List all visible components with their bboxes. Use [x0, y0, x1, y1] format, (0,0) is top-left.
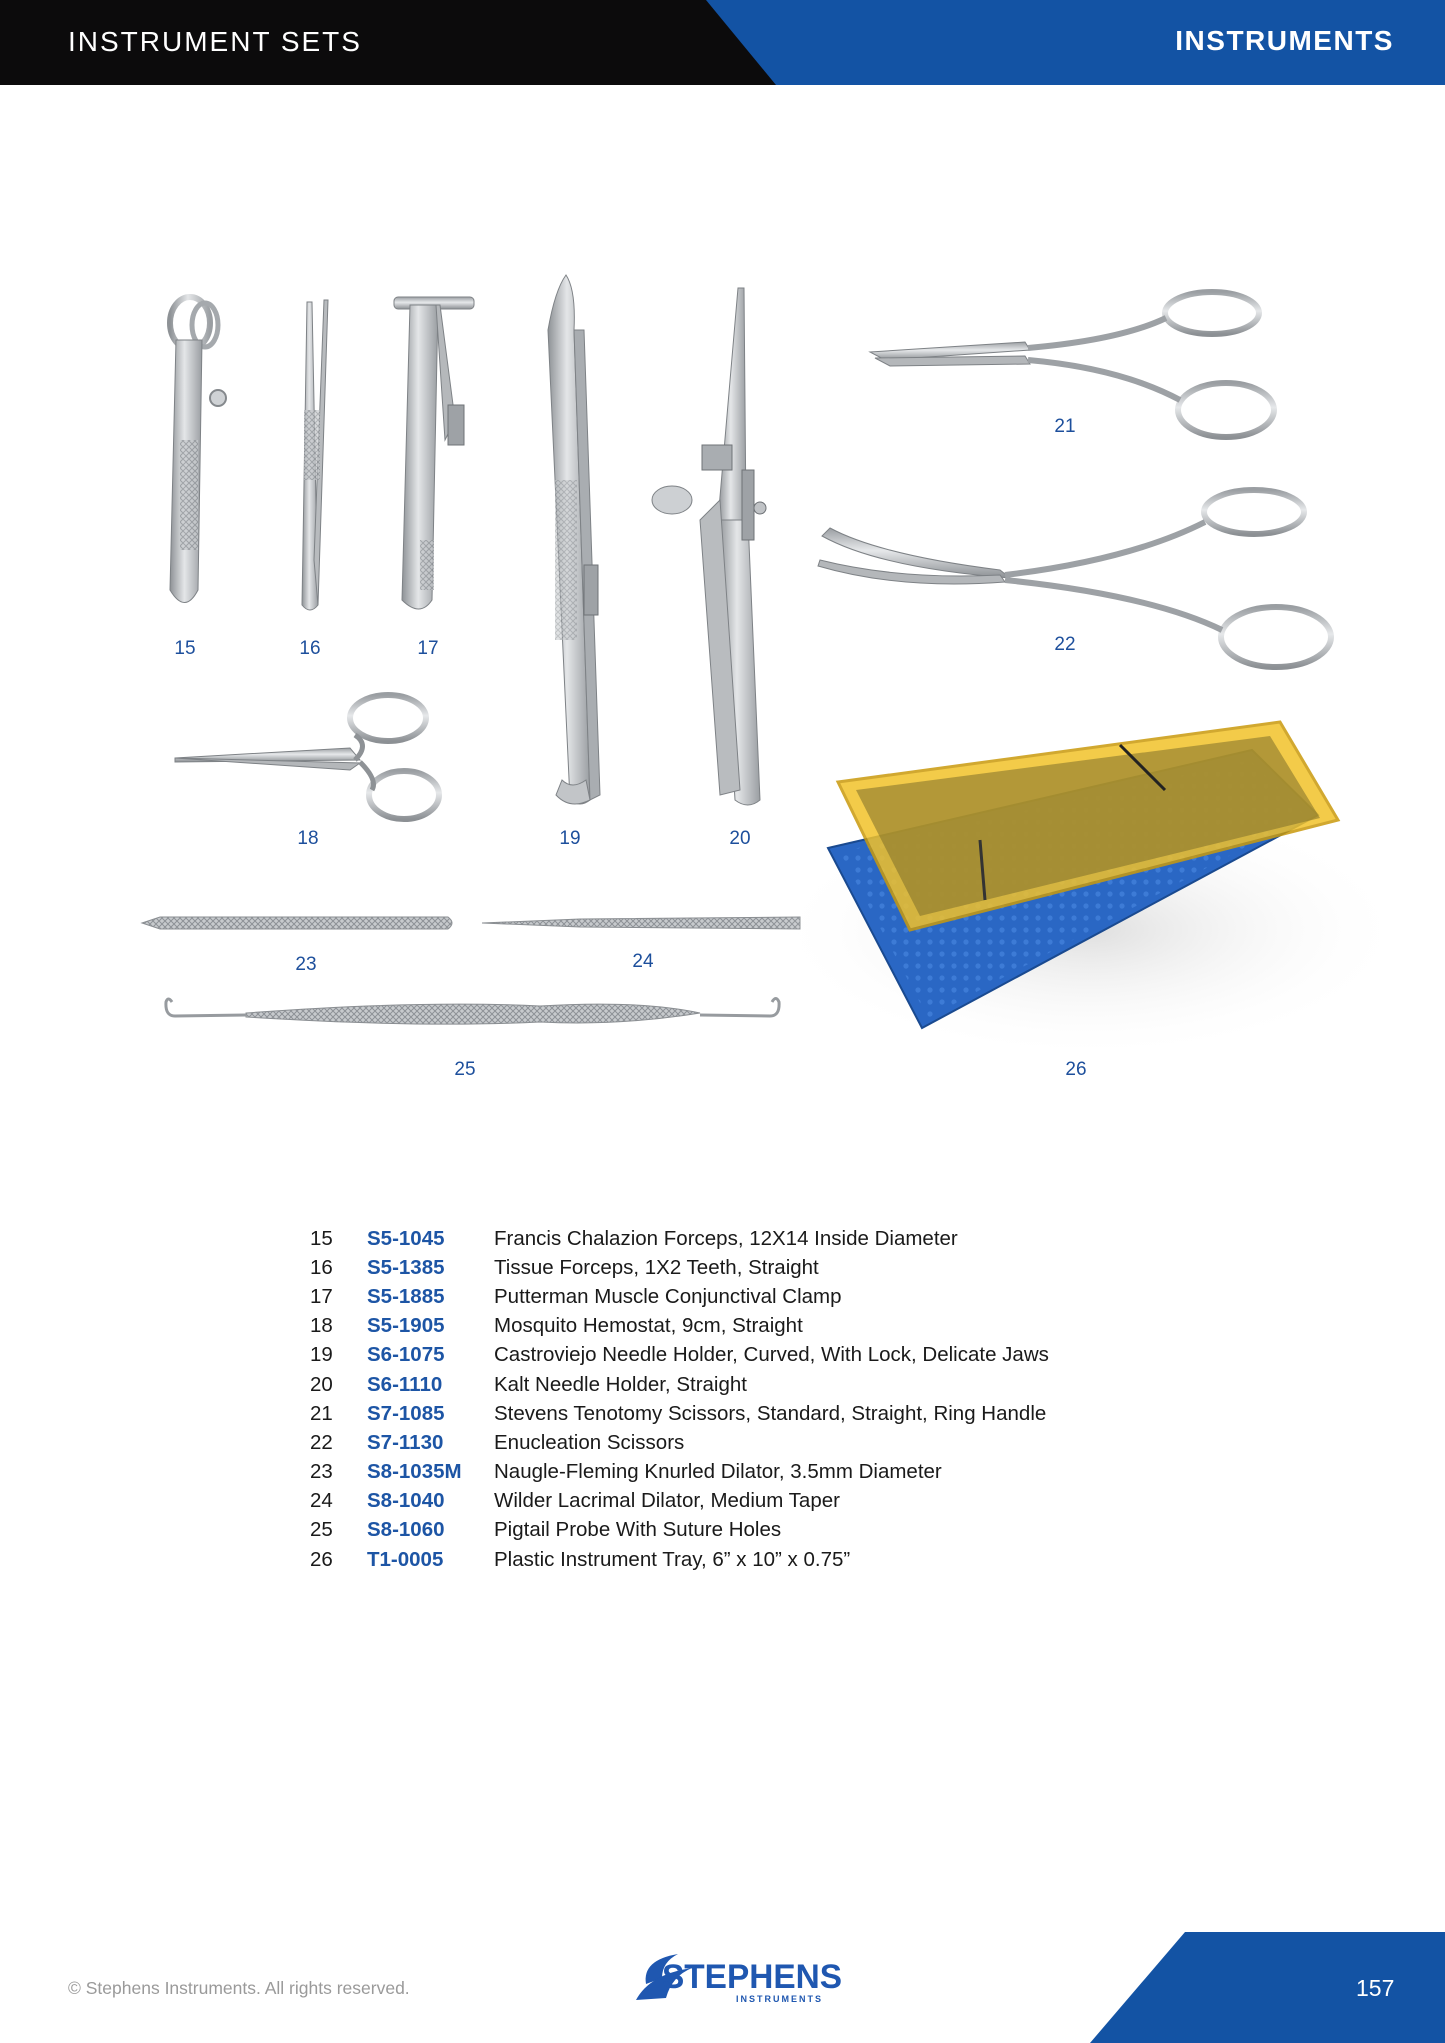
item-code: S5-1905	[367, 1314, 445, 1338]
logo-wordmark: STEPHENS	[662, 1958, 842, 1996]
list-item	[310, 1516, 1049, 1545]
item-description: Francis Chalazion Forceps, 12X14 Inside Diameter	[494, 1226, 958, 1250]
item-code: S8-1060	[367, 1518, 445, 1542]
figure-label: 15	[174, 638, 196, 659]
muscle-clamp-icon	[394, 297, 474, 609]
item-number: 16	[310, 1255, 333, 1279]
item-code: S7-1130	[367, 1430, 444, 1454]
figure-label: 16	[299, 638, 321, 659]
category-title: INSTRUMENTS	[1175, 25, 1394, 56]
item-description: Putterman Muscle Conjunctival Clamp	[494, 1284, 842, 1308]
parts-list	[310, 1224, 1049, 1574]
pigtail-probe-icon	[166, 999, 779, 1025]
item-number: 22	[310, 1430, 333, 1454]
list-item	[310, 1545, 1049, 1574]
item-description: Mosquito Hemostat, 9cm, Straight	[494, 1314, 803, 1338]
needle-holder-straight-icon	[652, 288, 766, 805]
item-code: T1-0005	[367, 1547, 444, 1571]
list-item	[310, 1370, 1049, 1399]
tissue-forceps-icon	[302, 300, 328, 610]
item-number: 15	[310, 1226, 333, 1250]
item-number: 18	[310, 1314, 333, 1338]
list-item	[310, 1428, 1049, 1457]
section-title: INSTRUMENT SETS	[68, 26, 362, 57]
item-number: 21	[310, 1401, 333, 1425]
item-code: S7-1085	[367, 1401, 445, 1425]
item-number: 26	[310, 1547, 333, 1571]
item-code: S5-1045	[367, 1226, 445, 1250]
item-description: Tissue Forceps, 1X2 Teeth, Straight	[494, 1255, 819, 1279]
page-number: 157	[1356, 1975, 1395, 2001]
figure-label: 21	[1054, 416, 1076, 437]
figure-label: 19	[559, 828, 581, 849]
item-code: S6-1110	[367, 1372, 443, 1396]
item-description: Naugle-Fleming Knurled Dilator, 3.5mm Diameter	[494, 1460, 942, 1484]
item-number: 17	[310, 1284, 333, 1308]
figure-label: 26	[1065, 1059, 1087, 1080]
item-code: S6-1075	[367, 1343, 445, 1367]
item-description: Castroviejo Needle Holder, Curved, With Lock, Delicate Jaws	[494, 1343, 1049, 1367]
hemostat-icon	[175, 695, 439, 819]
item-description: Wilder Lacrimal Dilator, Medium Taper	[494, 1489, 840, 1513]
item-code: S8-1040	[367, 1489, 445, 1513]
list-item	[310, 1224, 1049, 1253]
list-item	[310, 1399, 1049, 1428]
item-number: 19	[310, 1343, 333, 1367]
figure-label: 20	[729, 828, 751, 849]
item-code: S8-1035M	[367, 1460, 462, 1484]
item-number: 24	[310, 1489, 333, 1513]
chalazion-forceps-icon	[170, 297, 226, 603]
item-code: S5-1385	[367, 1255, 445, 1279]
logo-subtext: INSTRUMENTS	[736, 1994, 823, 2004]
lacrimal-dilator-icon	[482, 917, 800, 929]
list-item	[310, 1341, 1049, 1370]
item-description: Kalt Needle Holder, Straight	[494, 1372, 747, 1396]
needle-holder-curved-icon	[548, 275, 600, 804]
item-description: Plastic Instrument Tray, 6” x 10” x 0.75”	[494, 1547, 851, 1571]
item-number: 20	[310, 1372, 333, 1396]
figure-label: 17	[417, 638, 439, 659]
figure-label: 18	[297, 828, 319, 849]
list-item	[310, 1312, 1049, 1341]
figure-label: 23	[295, 954, 317, 975]
copyright-notice: © Stephens Instruments. All rights reserved.	[68, 1978, 410, 1998]
item-description: Pigtail Probe With Suture Holes	[494, 1518, 782, 1542]
instrument-tray-icon	[770, 722, 1410, 1060]
stephens-logo	[632, 1948, 847, 2006]
list-item	[310, 1282, 1049, 1311]
figure-label: 25	[454, 1059, 476, 1080]
list-item	[310, 1487, 1049, 1516]
figure-label: 24	[632, 951, 654, 972]
item-description: Stevens Tenotomy Scissors, Standard, Straight, Ring Handle	[494, 1401, 1047, 1425]
item-code: S5-1885	[367, 1284, 445, 1308]
list-item	[310, 1253, 1049, 1282]
knurled-dilator-icon	[142, 917, 452, 929]
list-item	[310, 1458, 1049, 1487]
item-number: 23	[310, 1460, 333, 1484]
item-description: Enucleation Scissors	[494, 1430, 685, 1454]
item-number: 25	[310, 1518, 333, 1542]
figure-label: 22	[1054, 634, 1076, 655]
